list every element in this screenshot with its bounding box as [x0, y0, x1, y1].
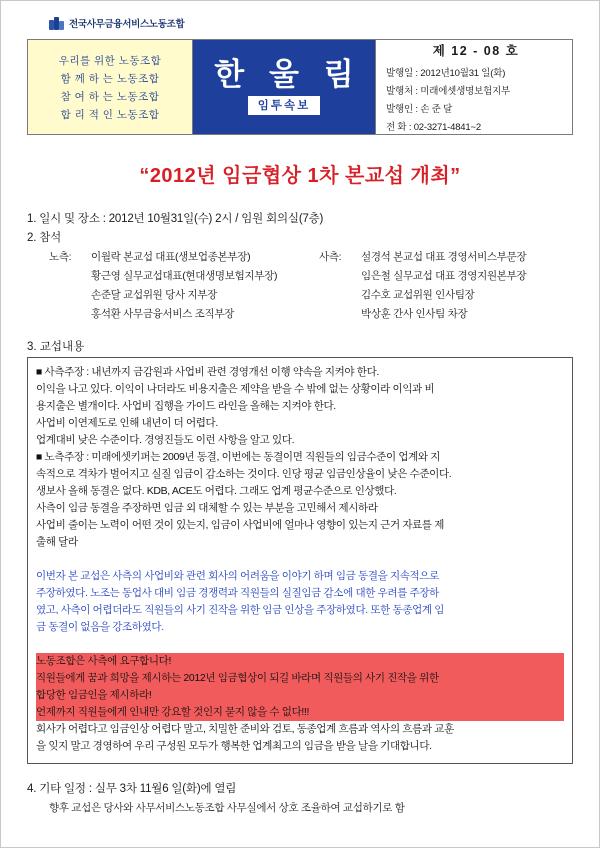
- publisher-org: 발행처 : 미래에셋생명보험지부: [386, 86, 511, 97]
- negotiation-line-highlight: 언제까지 직원들에게 인내만 강요할 것인지 묻지 않을 수 없다!!!: [36, 704, 564, 721]
- issue-date: 발행일 : 2012년10월31 일(화): [386, 68, 506, 79]
- attendee-union-label: 노측:: [49, 251, 72, 263]
- negotiation-line-highlight: 합당한 임금인을 제시하라!: [36, 687, 564, 704]
- negotiation-line: 사업비 이연제도로 인해 내년이 더 어렵다.: [36, 416, 218, 429]
- negotiation-line: 속적으로 격차가 벌어지고 실질 임금이 감소하는 것이다. 인당 평균 임금인상율이 낮은 수준이다.: [36, 467, 452, 480]
- attendee-row: [49, 248, 577, 267]
- attendee-union-name: 이월락 본교섭 대표(생보업종본부장): [91, 251, 251, 263]
- attendee-row: [49, 286, 577, 305]
- section-4-heading: [27, 780, 577, 796]
- negotiation-line: ■ 사측주장 : 내년까지 금감원과 사업비 관련 경영개선 이행 약속을 지켜야 한다.: [36, 365, 379, 378]
- negotiation-line: 업계대비 낮은 수준이다. 경영진들도 이런 사항을 알고 있다.: [36, 433, 295, 446]
- attendee-union-label: [49, 267, 91, 286]
- attendee-company-name: 임은철 실무교섭 대표 경영지원본부장: [361, 269, 527, 282]
- attendee-company-label: [319, 267, 361, 286]
- negotiation-line: 용지출은 별개이다. 사업비 집행을 가이드 라인을 올해는 지켜야 한다.: [36, 399, 336, 412]
- attendee-company-label: [319, 286, 361, 305]
- negotiation-spacer: [36, 551, 564, 568]
- section-4-value: 실무 3차 11월6 일(화)에 열림: [94, 782, 237, 795]
- negotiation-line: 사업비 줄이는 노력이 어떤 것이 있는지, 임금이 사업비에 얼마나 영향이 있는지 근거 자료를 제: [36, 518, 445, 531]
- negotiation-line: 생보사 올해 동결은 없다. KDB, ACE도 어렵다. 그래도 업계 평균수준으로 인상했다.: [36, 484, 397, 497]
- attendee-company-name: 김수호 교섭위원 인사팀장: [361, 288, 475, 301]
- section-2-number: 2.: [27, 232, 37, 244]
- page-title: “2012년 임금협상 1차 본교섭 개최”: [139, 165, 461, 187]
- attendee-row: [49, 267, 577, 286]
- section-1-value: 2012년 10월31일(수) 2시 / 임원 회의실(7층): [108, 213, 324, 225]
- section-2-title: 참석: [39, 232, 62, 244]
- negotiation-line: 출해 달라: [36, 535, 78, 548]
- three-bars-logo-icon: [49, 16, 64, 30]
- attendee-union-label: [49, 305, 91, 324]
- slogan-1: 우리를 위한 노동조합: [58, 54, 162, 67]
- section-2-heading: [27, 229, 577, 245]
- negotiation-line-blue: 주장하였다. 노조는 동업사 대비 임금 경쟁력과 직원들의 실질임금 감소에 대한 우려를 주장하: [36, 586, 439, 599]
- masthead: [27, 39, 573, 135]
- negotiation-line-blue: 였고, 사측이 어렵더라도 직원들의 사기 진작을 위한 임금 인상을 주장하였다. 또한 동종업계 임: [36, 603, 445, 616]
- org-name: 전국사무금융서비스노동조합: [69, 19, 185, 30]
- publication-subtitle: 임투속보: [248, 96, 320, 115]
- masthead-title-block: [193, 40, 376, 134]
- section-1-title: 일시 및 장소 :: [39, 213, 106, 225]
- org-header: [23, 11, 577, 37]
- issue-number: 제 12 - 08 호: [432, 44, 520, 58]
- publisher-person: 발행인 : 손 준 달: [386, 104, 453, 115]
- slogan-3: 참 여 하 는 노동조합: [60, 90, 160, 103]
- section-3-title: 교섭내용: [39, 340, 85, 353]
- section-4-number: 4.: [27, 782, 37, 795]
- negotiation-content-box: [27, 357, 573, 764]
- negotiation-line: 을 잊지 말고 경영하여 우리 구성원 모두가 행복한 업계최고의 임금을 받을 날을 기대합니다.: [36, 739, 432, 752]
- attendee-list: [23, 248, 577, 324]
- attendee-union-name: 황근영 실무교섭대표(현대생명보험지부장): [91, 269, 278, 282]
- attendee-row: [49, 305, 577, 324]
- section-1-number: 1.: [27, 213, 37, 225]
- negotiation-spacer: [36, 636, 564, 653]
- negotiation-line: ■ 노측주장 : 미래에셋키퍼는 2009년 동결, 이번에는 동결이면 직원들의 임금수준이 업계와 지: [36, 450, 441, 463]
- negotiation-line: 사측이 임금 동결을 주장하면 임금 외 대체할 수 있는 부분을 고민해서 제시하라: [36, 501, 378, 514]
- negotiation-line-blue: 금 동결이 없음을 강조하였다.: [36, 620, 164, 633]
- attendee-company-label: 사측:: [319, 251, 342, 263]
- attendee-company-label: [319, 305, 361, 324]
- publication-title: 한 울 림: [214, 56, 361, 93]
- attendee-company-name: 박상훈 간사 인사팀 차장: [361, 307, 468, 320]
- section-4-title: 기타 일정 :: [39, 782, 92, 795]
- slogan-4: 합 리 적 인 노동조합: [60, 108, 160, 121]
- negotiation-line-highlight: 노동조합은 사측에 요구합니다!: [36, 653, 564, 670]
- section-1-heading: [27, 210, 577, 226]
- masthead-meta: [376, 40, 572, 134]
- masthead-slogans: [28, 40, 193, 134]
- attendee-company-name: 설경석 본교섭 대표 경영서비스부문장: [361, 251, 527, 263]
- negotiation-line: 회사가 어렵다고 임금인상 어렵다 말고, 치밀한 준비와 검토, 동종업계 흐름과 역사의 흐름과 교훈: [36, 722, 454, 735]
- negotiation-line-blue: 이번자 본 교섭은 사측의 사업비와 관련 회사의 어려움을 이야기 하며 임금 동결을 지속적으로: [36, 569, 439, 582]
- publisher-phone: 전 화 : 02-3271-4841~2: [386, 122, 481, 133]
- section-3-number: 3.: [27, 340, 37, 353]
- attendee-union-label: [49, 286, 91, 305]
- section-4-note: 향후 교섭은 당사와 사무서비스노동조합 사무실에서 상호 조율하여 교섭하기로 함: [49, 801, 405, 814]
- section-3-heading: [27, 338, 577, 354]
- attendee-union-name: 홍석환 사무금융서비스 조직부장: [91, 307, 235, 320]
- negotiation-line-highlight: 직원들에게 꿈과 희망을 제시하는 2012년 임금협상이 되길 바라며 직원들의 사기 진작을 위한: [36, 670, 564, 687]
- negotiation-line: 이익을 나고 있다. 이익이 나더라도 비용지출은 제약을 받을 수 밖에 없는 상황이라 이익과 비: [36, 382, 435, 395]
- attendee-union-name: 손준달 교섭위원 당사 지부장: [91, 288, 217, 301]
- slogan-2: 함 께 하 는 노동조합: [60, 72, 160, 85]
